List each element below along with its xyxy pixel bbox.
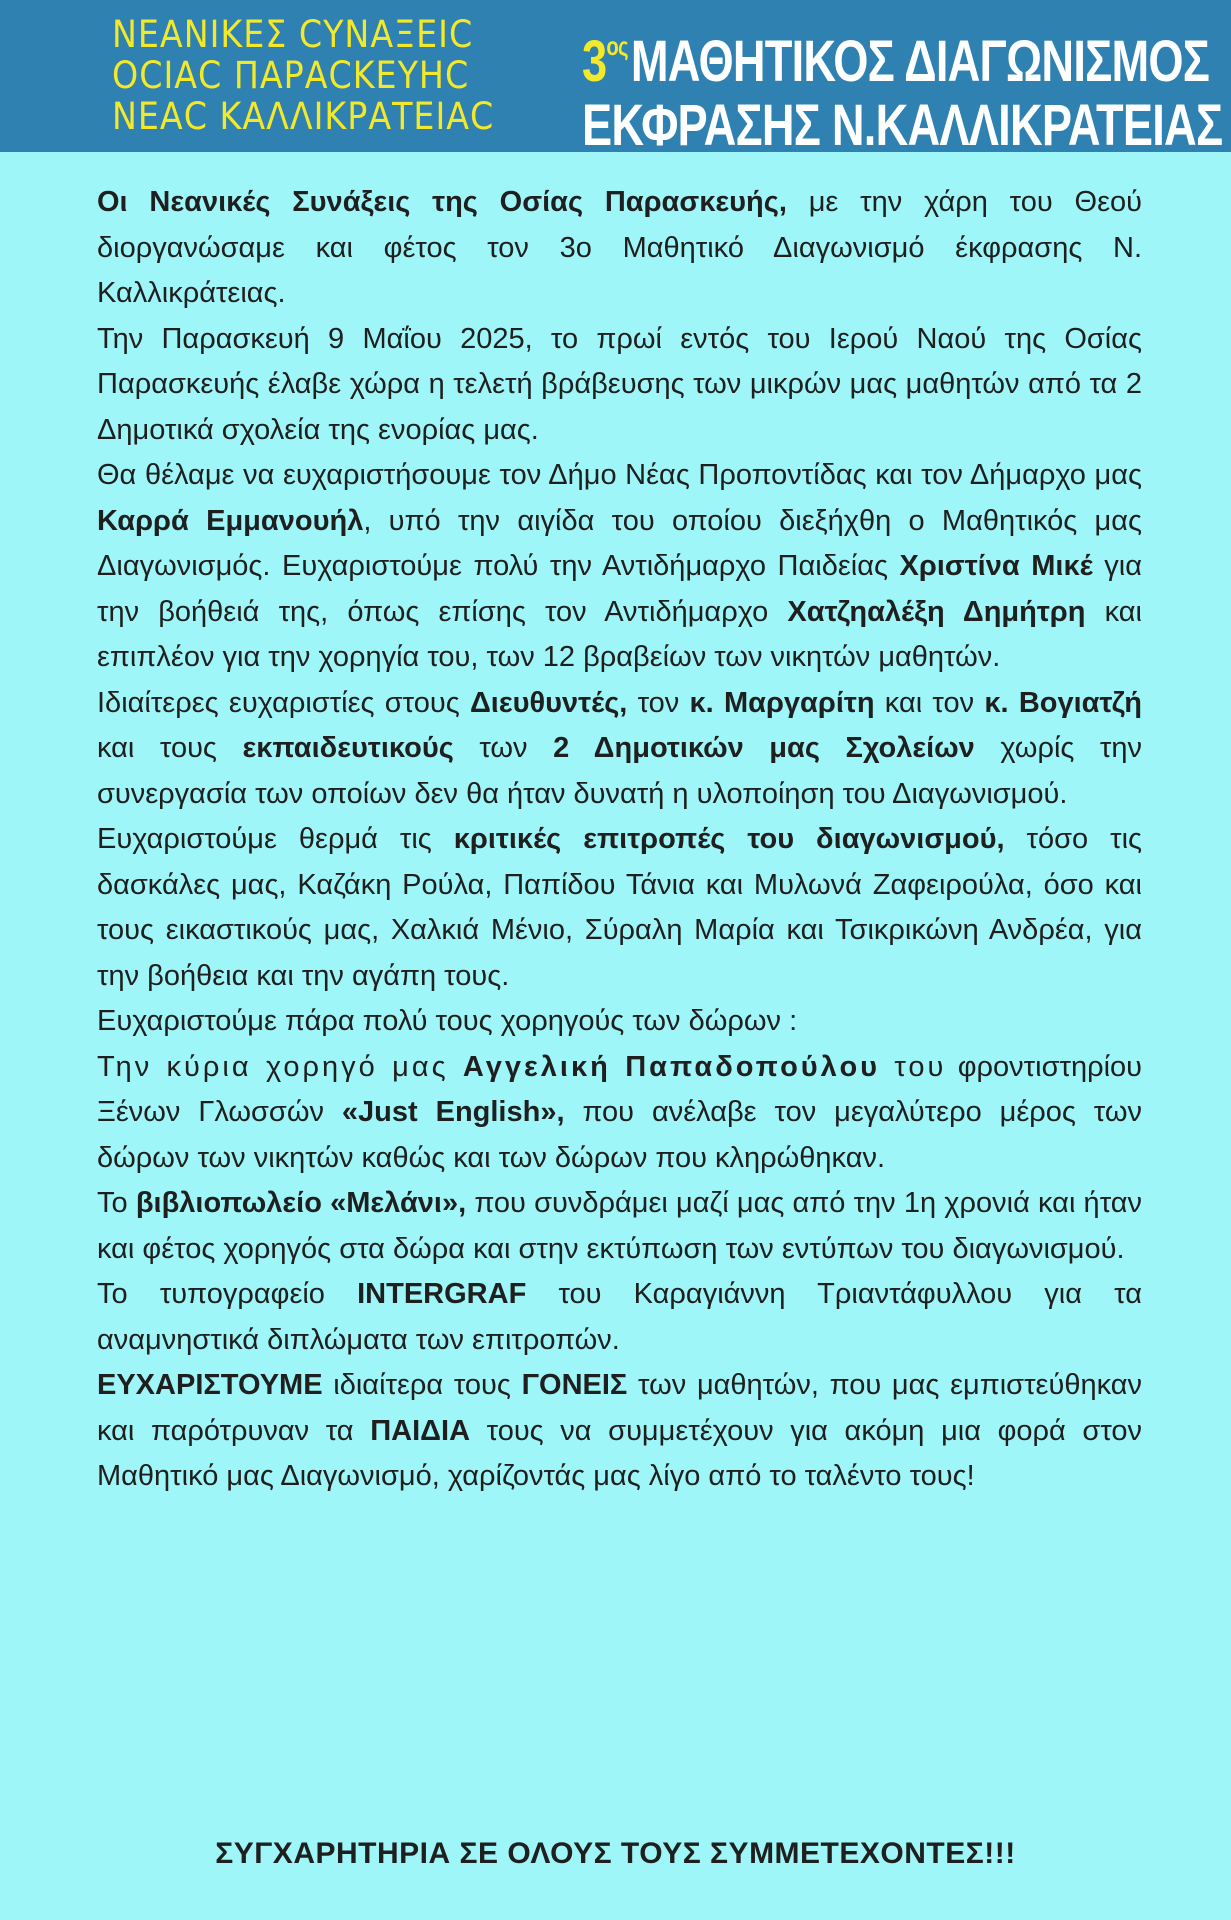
thank-you-text (97, 180, 1142, 1500)
competition-title (582, 14, 1223, 152)
paragraph-intro (97, 180, 1142, 317)
text-run: με την χάρη του Θεού διοργανώσαμε και φέτος τον 3ο Μαθητικό Διαγωνισμό έκφρασης Ν. Καλλικράτειας. (97, 186, 1142, 309)
text-run: που συνδράμει μαζί μας από την 1η χρονιά και ήταν και φέτος χορηγός στα δώρα και στην εκτύπωση των εντύπων του διαγωνισμού. (97, 1187, 1143, 1265)
bookstore-name: βιβλιοπωλείο «Μελάνι», (135, 1187, 467, 1219)
bold-run: κ. Μαργαρίτη (689, 686, 875, 719)
text-run: Ευχαριστούμε θερμά τις (97, 823, 454, 855)
paragraph-schools (97, 681, 1142, 818)
bold-run: Διευθυντές, (469, 686, 628, 719)
text-run: Θα θέλαμε να ευχαριστήσουμε τον Δήμο Νέας Προποντίδας και τον Δήμαρχο μας (97, 459, 1142, 491)
bold-run: ΓΟΝΕΙΣ (521, 1369, 628, 1401)
text-run: χωρίς την συνεργασία των οποίων δεν θα ήταν δυνατή η υλοποίηση του Διαγωνισμού. (97, 732, 1142, 810)
competition-title-line-2: ΕΚΦΡΑΣΗΣ Ν.ΚΑΛΛΙΚΡΑΤΕΙΑΣ (582, 93, 1223, 152)
organization-name (112, 14, 562, 137)
text-run: Το (97, 1187, 136, 1219)
bold-run: εκπαιδευτικούς (242, 732, 454, 764)
text-run: , υπό την αιγίδα του οποίου διεξήχθη ο Μαθητικός μας Διαγωνισμός. Ευχαριστούμε πολύ την Αντιδήμαρχο Παιδείας (97, 504, 1142, 582)
text-run: Ευχαριστούμε πάρα πολύ τους χορηγούς των δώρων : (97, 1005, 798, 1037)
bold-run: 2 Δημοτικών μας Σχολείων (553, 732, 975, 764)
text-run: Το τυπογραφείο (97, 1278, 358, 1310)
printer-name: INTERGRAF (357, 1278, 527, 1310)
bold-run: ΕΥΧΑΡΙΣΤΟΥΜΕ (97, 1369, 323, 1401)
text-run: του (880, 1050, 947, 1083)
paragraph-parents (97, 1363, 1142, 1500)
deputy-mayor-education-name: Χριστίνα Μικέ (899, 550, 1093, 582)
text-run: τόσο τις δασκάλες μας, Καζάκη Ρούλα, Παπίδου Τάνια και Μυλωνά Ζαφειρούλα, όσο και τους εικαστικούς μας, Χαλκιά Μένιο, Σύραλη Μαρία και Τσικρικώνη Ανδρέα, για την βοήθεια και την αγάπη τους. (97, 823, 1142, 992)
text-run: τον (627, 686, 690, 719)
organization-line-1: ΝΕΑΝΙΚΕΣ CΥΝΑΞΕΙC (112, 13, 474, 56)
text-run: φροντιστηρίου Ξένων Γλωσσών (97, 1050, 1142, 1128)
text-run: και τους (97, 732, 243, 764)
mayor-name: Καρρά Εμμανουήλ (97, 504, 364, 537)
bold-run: κ. Βογιατζή (984, 686, 1143, 719)
paragraph-sponsors-intro (97, 999, 1142, 1045)
header-banner (0, 0, 1231, 152)
competition-title-line-1 (582, 14, 1210, 94)
bold-run: κριτικές επιτροπές του διαγωνισμού, (453, 823, 1005, 855)
paragraph-main-sponsor (97, 1045, 1142, 1182)
text-run: και επιπλέον για την χορηγία του, των 12 βραβείων των νικητών μαθητών. (97, 595, 1142, 673)
text-run: τους να συμμετέχουν για ακόμη μια φορά στον Μαθητικό μας Διαγωνισμό, χαρίζοντάς μας λίγο από το ταλέντο τους! (97, 1414, 1143, 1492)
congratulations-footer: ΣΥΓΧΑΡΗΤΗΡΙΑ ΣΕ ΟΛΟΥΣ ΤΟΥΣ ΣΥΜΜΕΤΕΧΟΝΤΕΣ!!! (215, 1837, 1016, 1870)
text-run: των (453, 732, 554, 764)
text-run: που ανέλαβε τον μεγαλύτερο μέρος των δώρων των νικητών καθώς και των δώρων που κληρώθηκαν. (97, 1096, 1142, 1174)
text-run: Ιδιαίτερες ευχαριστίες στους (97, 686, 470, 719)
text-run: του Καραγιάννη Τριαντάφυλλου για τα αναμνηστικά διπλώματα των επιτροπών. (97, 1278, 1142, 1356)
paragraph-committees (97, 817, 1142, 999)
text-run: ιδιαίτερα τους (322, 1369, 522, 1401)
organization-line-3: ΝΕΑC ΚΑΛΛΙΚΡΑΤΕΙΑC (112, 95, 495, 138)
text-run: και τον (874, 686, 985, 719)
paragraph-bookstore (97, 1181, 1142, 1272)
school-name: «Just English», (341, 1096, 565, 1128)
edition-number: 3 (582, 29, 607, 94)
competition-title-text-1: ΜΑΘΗΤΙΚΟΣ ΔΙΑΓΩΝΙΣΜΟΣ (630, 29, 1210, 94)
deputy-mayor-name: Χατζηαλέξη Δημήτρη (787, 595, 1086, 628)
text-run: των μαθητών, που μας εμπιστεύθηκαν και παρότρυναν τα (97, 1369, 1142, 1447)
paragraph-printer (97, 1272, 1142, 1363)
text-run: Την Παρασκευή 9 Μαΐου 2025, το πρωί εντός του Ιερού Ναού της Οσίας Παρασκευής έλαβε χώρα η τελετή βράβευσης των μικρών μας μαθητών από τα 2 Δημοτικά σχολεία της ενορίας μας. (97, 322, 1142, 446)
text-run: Την κύρια χορηγό μας (97, 1050, 463, 1083)
sponsor-name: Αγγελική Παπαδοπούλου (462, 1050, 881, 1083)
organization-line-2: ΟCΙΑC ΠΑΡΑCΚΕΥΗC (112, 54, 470, 97)
organizer-name: Οι Νεανικές Συνάξεις της Οσίας Παρασκευής, (97, 186, 787, 218)
text-run: για την βοήθειά της, όπως επίσης τον Αντιδήμαρχο (97, 550, 1142, 628)
paragraph-ceremony (97, 317, 1142, 454)
edition-suffix: ος (606, 31, 628, 61)
bold-run: ΠΑΙΔΙΑ (370, 1414, 471, 1447)
paragraph-municipality (97, 453, 1142, 681)
